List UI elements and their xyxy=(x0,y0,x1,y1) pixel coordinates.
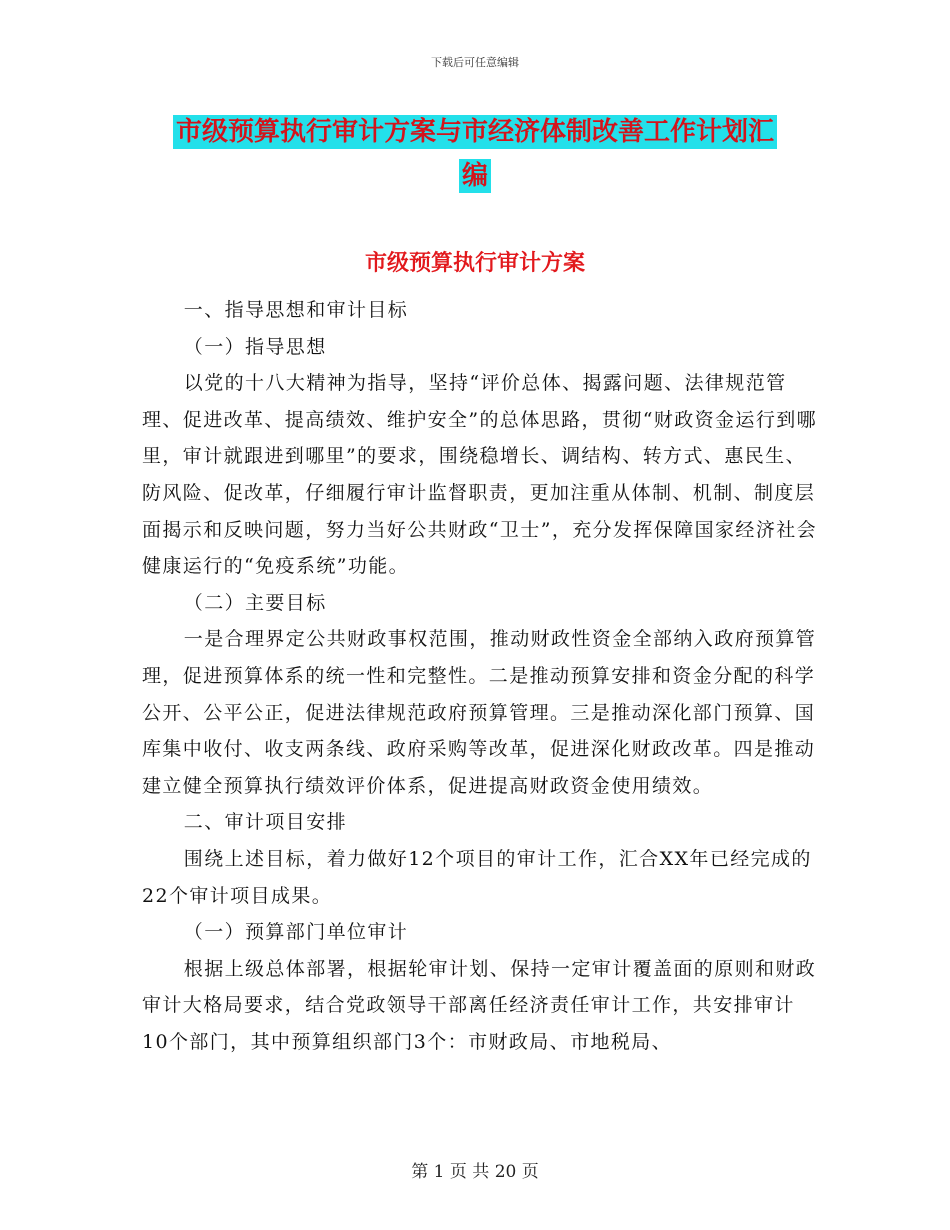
document-body xyxy=(142,292,818,1060)
heading-2: 二、审计项目安排 xyxy=(183,811,347,834)
document-title xyxy=(0,110,950,198)
subheading-2: （二）主要目标 xyxy=(183,591,327,614)
page-footer: 第 1 页 共 20 页 xyxy=(411,1162,539,1182)
section-title: 市级预算执行审计方案 xyxy=(364,250,585,276)
paragraph: 根据上级总体部署，根据轮审计划、保持一定审计覆盖面的原则和财政审计大格局要求，结合党政领导干部离任经济责任审计工作，共安排审计10个部门，其中预算组织部门3个：市财政局、市地税局、 xyxy=(142,957,817,1053)
paragraph: 围绕上述目标，着力做好12个项目的审计工作，汇合XX年已经完成的22个审计项目成果。 xyxy=(142,847,812,907)
title-line-1: 市级预算执行审计方案与市经济体制改善工作计划汇 xyxy=(173,115,777,149)
header-note: 下载后可任意编辑 xyxy=(431,56,519,69)
heading-1: 一、指导思想和审计目标 xyxy=(183,299,409,321)
subheading-3: （一）预算部门单位审计 xyxy=(183,921,409,944)
paragraph: 以党的十八大精神为指导，坚持“评价总体、揭露问题、法律规范管理、促进改革、提高绩效、维护安全”的总体思路，贯彻“财政资金运行到哪里，审计就跟进到哪里”的要求，围绕稳增长、调结构、转方式、惠民生、防风险、促改革，仔细履行审计监督职责，更加注重从体制、机制、制度层面揭示和反映问题，努力当好公共财政“卫士”，充分发挥保障国家经济社会健康运行的“免疫系统”功能。 xyxy=(142,372,818,578)
subheading-1: （一）指导思想 xyxy=(183,335,327,358)
title-line-2: 编 xyxy=(459,159,491,193)
paragraph: 一是合理界定公共财政事权范围，推动财政性资金全部纳入政府预算管理，促进预算体系的统一性和完整性。二是推动预算安排和资金分配的科学公开、公平公正，促进法律规范政府预算管理。三是推动深化部门预算、国库集中收付、收支两条线、政府采购等改革，促进深化财政改革。四是推动建立健全预算执行绩效评价体系，促进提高财政资金使用绩效。 xyxy=(142,628,817,797)
